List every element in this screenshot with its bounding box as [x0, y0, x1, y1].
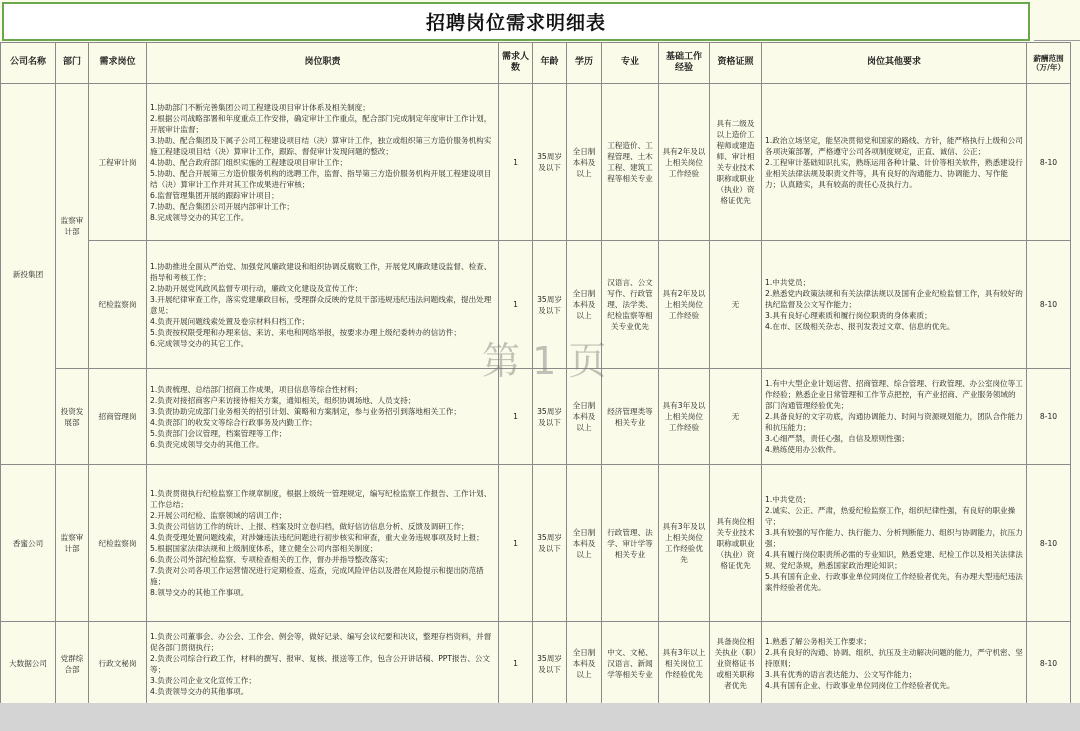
duty-line: 5.协助、配合开展第三方造价服务机构的选聘工作，监督、指导第三方造价服务机构开展工程建设项目结（决）算审计工作并对其工作成果进行审核； — [150, 168, 492, 189]
dept-cell: 投资发展部 — [56, 369, 89, 465]
major-cell: 工程造价、工程管理、土木工程、建筑工程等相关专业 — [602, 84, 659, 241]
company-cell: 新投集团 — [1, 84, 56, 465]
duty-line: 4.负责部门的收发文等综合行政事务及内勤工作； — [150, 417, 317, 427]
duty-line: 6.完成领导交办的其它工作。 — [150, 338, 249, 348]
table-row — [1, 369, 1071, 465]
duty-line: 2.负责对接招商客户来访接待相关方案，通知相关，组织协调场地、人员支持； — [150, 395, 416, 405]
requirement-line: 3.具有优秀的语言表达能力、公文写作能力； — [765, 670, 917, 679]
certificate-cell: 无 — [710, 241, 762, 369]
position-cell: 纪检监察岗 — [89, 241, 147, 369]
count-cell: 1 — [499, 465, 533, 622]
duties-cell — [147, 622, 499, 706]
duties-cell — [147, 369, 499, 465]
experience-cell: 具有3年及以上相关岗位工作经验 — [659, 369, 710, 465]
age-cell: 35周岁及以下 — [533, 84, 567, 241]
header-other: 岗位其他要求 — [762, 43, 1027, 84]
header-age: 年龄 — [533, 43, 567, 84]
count-cell: 1 — [499, 84, 533, 241]
duties-cell — [147, 241, 499, 369]
requirement-line: 5.具有国有企业、行政事业单位同岗位工作经验者优先，有办理大型违纪违法案件经验者优先。 — [765, 571, 1023, 592]
duties-cell — [147, 465, 499, 622]
requirement-line: 3.具有良好心理素质和履行岗位职责的身体素质； — [765, 311, 932, 320]
duty-line: 5.负责按权限受理和办理来信、来访、来电和网络举报，按要求办理上级纪委转办的信访件； — [150, 327, 461, 337]
dept-cell: 监察审计部 — [56, 84, 89, 369]
requirement-line: 2.熟悉党内政策法规和有关法律法规以及国有企业纪检监督工作，具有较好的执纪监督及公文写作能力； — [765, 289, 1023, 309]
requirement-line: 2.具备良好的文字功底，沟通协调能力、时间与资源规划能力，团队合作能力和抗压能力； — [765, 412, 1023, 432]
duty-line: 8.完成领导交办的其它工作。 — [150, 212, 249, 222]
duty-line: 3.负责协助完成部门业务相关的招引计划、策略和方案制定，参与业务招引到落地相关工作； — [150, 406, 461, 416]
page-number-watermark: 第 1 页 — [482, 339, 607, 383]
duty-line: 2.开展公司纪检、监察领域的培训工作； — [150, 511, 287, 520]
other-requirements-cell — [762, 465, 1027, 622]
age-cell: 35周岁及以下 — [533, 369, 567, 465]
company-cell: 大数据公司 — [1, 622, 56, 706]
count-cell: 1 — [499, 241, 533, 369]
header-dept: 部门 — [56, 43, 89, 84]
duty-line: 6.监督管理集团开展的跟踪审计项目； — [150, 190, 279, 200]
recruitment-table — [0, 42, 1071, 706]
age-cell: 35周岁及以下 — [533, 465, 567, 622]
company-cell: 香蜜公司 — [1, 465, 56, 622]
header-row — [1, 43, 1071, 84]
table-row — [1, 84, 1071, 241]
duty-line: 2.根据公司战略部署和年度重点工作安排，确定审计工作重点，配合部门完成制定年度审计工作计划，开展审计监督； — [150, 113, 492, 134]
duty-line: 1.协助部门不断完善集团公司工程建设项目审计体系及相关制度； — [150, 102, 370, 112]
header-experience: 基础工作经验 — [659, 43, 710, 84]
other-requirements-cell — [762, 369, 1027, 465]
duty-line: 8.领导交办的其他工作事项。 — [150, 588, 249, 597]
other-requirements-cell — [762, 84, 1027, 241]
table-row — [1, 622, 1071, 706]
count-cell: 1 — [499, 369, 533, 465]
duty-line: 3.协助、配合集团及下属子公司工程建设项目结（决）算审计工作，独立或组织第三方造价服务机构实施工程建设项目结（决）算审计工作，跟踪、督促审计发现问题的整改； — [150, 135, 492, 156]
requirement-line: 2.诚实、公正、严肃，热爱纪检监察工作，组织纪律性强，有良好的职业操守； — [765, 505, 1016, 526]
header-major: 专业 — [602, 43, 659, 84]
page-title: 招聘岗位需求明细表 — [2, 2, 1030, 41]
duty-line: 2.协助开展党风政风监督专项行动，廉政文化建设及宣传工作； — [150, 283, 363, 293]
certificate-cell: 具有岗位相关专业技术职称或职业（执业）资格证优先 — [710, 465, 762, 622]
requirement-line: 4.具有国有企业、行政事业单位同岗位工作经验者优先。 — [765, 681, 955, 690]
position-cell: 行政文秘岗 — [89, 622, 147, 706]
major-cell: 行政管理、法学、审计学等相关专业 — [602, 465, 659, 622]
duty-line: 7.协助、配合集团公司开展内部审计工作； — [150, 201, 294, 211]
position-cell: 纪检监察岗 — [89, 465, 147, 622]
experience-cell: 具有2年及以上相关岗位工作经验 — [659, 84, 710, 241]
requirement-line: 2.工程审计基础知识扎实，熟练运用各种计量、计价等相关软件，熟悉建设行业相关法律法规及职责文件等，具有良好的沟通能力、协调能力、写作能力；认真踏实，具有较高的责任心及执行力。 — [765, 157, 1023, 189]
experience-cell: 具有2年及以上相关岗位工作经验 — [659, 241, 710, 369]
duties-cell — [147, 84, 499, 241]
duty-line: 2.负责公司综合行政工作，材料的撰写、报审、复核、报送等工作，包含公开讲话稿、PPT报告、公文等； — [150, 653, 490, 674]
duty-line: 3.负责公司企业文化宣传工作； — [150, 675, 256, 685]
education-cell: 全日制本科及以上 — [567, 369, 602, 465]
salary-cell: 8-10 — [1027, 369, 1071, 465]
certificate-cell: 无 — [710, 369, 762, 465]
duty-line: 4.负责受理处置问题线索，对涉嫌违法违纪问题进行初步核实和审查，重大业务违规事项及时上报； — [150, 533, 484, 542]
requirement-line: 1.熟悉了解公务相关工作要求； — [765, 637, 871, 646]
requirement-line: 3.心细严禁，责任心强，自信及原则性强； — [765, 434, 909, 443]
major-cell: 经济管理类等相关专业 — [602, 369, 659, 465]
count-cell: 1 — [499, 622, 533, 706]
requirement-line: 1.政治立场坚定，能坚决贯彻党和国家的路线、方针，能严格执行上级和公司各项决策部署，严格遵守公司各项制度规定，正直、诚信、公正； — [765, 135, 1023, 156]
requirement-line: 1.有中大型企业计划运营、招商管理、综合管理、行政管理、办公室岗位等工作经验；熟悉企业日常管理和工作节点把控，有产业招商、产业服务领域的部门沟通管理经验优先； — [765, 379, 1023, 410]
duty-line: 4.协助、配合政府部门组织实施的工程建设项目审计工作； — [150, 157, 348, 167]
certificate-cell: 具备岗位相关执业（职）业资格证书或相关职称者优先 — [710, 622, 762, 706]
other-requirements-cell — [762, 622, 1027, 706]
requirement-line: 4.在市、区级相关杂志、报刊发表过文章、信息的优先。 — [765, 322, 955, 331]
requirement-line: 1.中共党员； — [765, 494, 811, 504]
other-requirements-cell — [762, 241, 1027, 369]
age-cell: 35周岁及以下 — [533, 622, 567, 706]
requirement-line: 1.中共党员； — [765, 278, 811, 287]
title-side-cell — [1034, 2, 1080, 41]
table-row — [1, 465, 1071, 622]
salary-cell: 8-10 — [1027, 465, 1071, 622]
dept-cell: 党群综合部 — [56, 622, 89, 706]
duty-line: 3.负责公司信访工作的统计、上报、档案及时立卷归档，做好信访信息分析、反馈及调研工作； — [150, 522, 469, 531]
education-cell: 全日制本科及以上 — [567, 622, 602, 706]
requirement-line: 4.具有履行岗位职责所必需的专业知识，熟悉党建、纪检工作以及相关法律法规、党纪条规，熟悉国家政治理论知识； — [765, 549, 1023, 570]
major-cell: 中文、文秘、汉语言、新闻学等相关专业 — [602, 622, 659, 706]
header-company: 公司名称 — [1, 43, 56, 84]
education-cell: 全日制本科及以上 — [567, 465, 602, 622]
duty-line: 1.负责贯彻执行纪检监察工作规章制度，根据上级统一管理规定，编写纪检监察工作报告、工作计划、工作总结； — [150, 489, 492, 509]
duty-line: 5.根据国家法律法规和上级制度体系，建立健全公司内部相关制度； — [150, 544, 378, 553]
age-cell: 35周岁及以下 — [533, 241, 567, 369]
requirement-line: 2.具有良好的沟通、协调、组织、抗压及主动解决问题的能力，严守机密、坚持原则； — [765, 648, 1023, 668]
duty-line: 5.负责部门会议管理，档案管理等工作； — [150, 428, 287, 438]
major-cell: 汉语言、公文写作、行政管理、法学类、纪检监察等相关专业优先 — [602, 241, 659, 369]
duty-line: 6.负责完成领导交办的其他工作。 — [150, 439, 264, 449]
duty-line: 1.负责公司董事会、办公会、工作会、例会等，做好记录、编写会议纪要和决议，整理存档资料，并督促各部门贯彻执行； — [150, 631, 492, 652]
experience-cell: 具有3年以上相关岗位工作经验优先 — [659, 622, 710, 706]
position-cell: 招商管理岗 — [89, 369, 147, 465]
education-cell: 全日制本科及以上 — [567, 241, 602, 369]
duty-line: 1.协助推进全面从严治党、加强党风廉政建设和组织协调反腐败工作，开展党风廉政建设监督、检查、指导和考核工作； — [150, 261, 492, 282]
header-education: 学历 — [567, 43, 602, 84]
table-row — [1, 241, 1071, 369]
window-bottom-band — [0, 703, 1080, 731]
salary-cell: 8-10 — [1027, 241, 1071, 369]
requirement-line: 3.具有较强的写作能力、执行能力、分析判断能力、组织与协调能力，抗压力强； — [765, 527, 1023, 548]
header-salary: 薪酬范围（万/年） — [1027, 43, 1071, 84]
duty-line: 7.负责对公司各项工作运营情况进行定期检查、巡查，完成风险评估以及潜在风险提示和提出防范措施； — [150, 566, 484, 586]
salary-cell: 8-10 — [1027, 84, 1071, 241]
experience-cell: 具有3年及以上相关岗位工作经验优先 — [659, 465, 710, 622]
header-count: 需求人数 — [499, 43, 533, 84]
requirement-line: 4.熟练使用办公软件。 — [765, 445, 841, 454]
duty-line: 6.负责公司外部纪检监察、专项检查相关的工作，督办并指导整改落实； — [150, 555, 393, 564]
education-cell: 全日制本科及以上 — [567, 84, 602, 241]
dept-cell: 监察审计部 — [56, 465, 89, 622]
duty-line: 4.负责领导交办的其他事项。 — [150, 686, 249, 696]
certificate-cell: 具有二级及以上造价工程师或建造师、审计相关专业技术职称或职业（执业）资格证优先 — [710, 84, 762, 241]
salary-cell: 8-10 — [1027, 622, 1071, 706]
duty-line: 3.开展纪律审查工作，落实党建廉政目标，受理群众反映的党员干部违规违纪违法问题线索，提出处理意见； — [150, 294, 492, 315]
duty-line: 4.负责开展问题线索处置及卷宗材料归档工作； — [150, 316, 310, 326]
header-position: 需求岗位 — [89, 43, 147, 84]
header-certificate: 资格证照 — [710, 43, 762, 84]
header-duties: 岗位职责 — [147, 43, 499, 84]
duty-line: 1.负责梳理、总结部门招商工作成果，项目信息等综合性材料； — [150, 384, 363, 394]
position-cell: 工程审计岗 — [89, 84, 147, 241]
